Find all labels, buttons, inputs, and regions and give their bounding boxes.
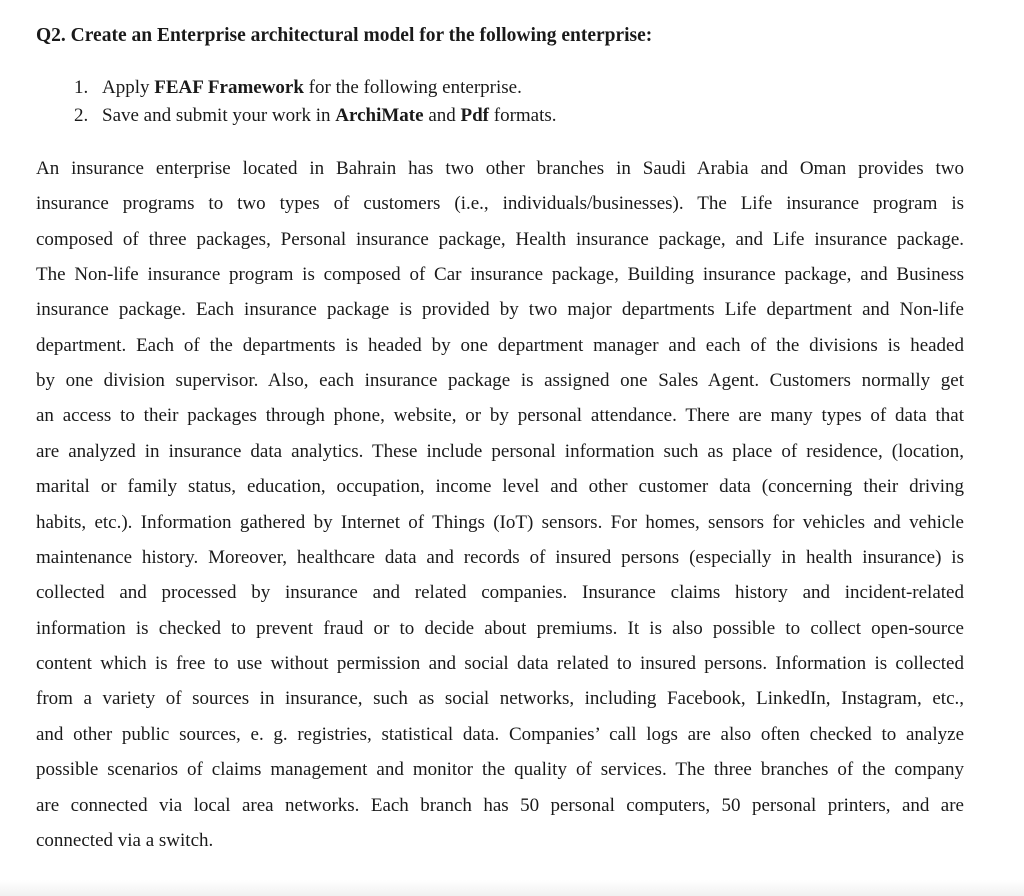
task-number: 1. [74, 77, 89, 98]
paragraph-line: and other public sources, e. g. registries, statistical data. Companies’ call logs are also often checked to analyze [36, 724, 964, 745]
paragraph-line: marital or family status, education, occupation, income level and other customer data (concerning their driving [36, 476, 964, 497]
paragraph-line: from a variety of sources in insurance, such as social networks, including Facebook, LinkedIn, Instagram, etc., [36, 688, 964, 709]
paragraph-line: insurance package. Each insurance package is provided by two major departments Life department and Non-life [36, 299, 964, 320]
task-emphasis: ArchiMate [335, 105, 424, 126]
paragraph-line: content which is free to use without permission and social data related to insured persons. Information is collected [36, 653, 964, 674]
paragraph-line: An insurance enterprise located in Bahrain has two other branches in Saudi Arabia and Oman provides two [36, 158, 964, 179]
paragraph-line: are connected via local area networks. Each branch has 50 personal computers, 50 personal printers, and are [36, 795, 964, 816]
task-number: 2. [74, 105, 89, 126]
task-text: formats. [489, 105, 557, 126]
paragraph-line: information is checked to prevent fraud or to decide about premiums. It is also possible to collect open-source [36, 618, 964, 639]
task-text: Save and submit your work in [102, 105, 336, 126]
paragraph-line: department. Each of the departments is headed by one department manager and each of the divisions is headed [36, 335, 964, 356]
task-text: Apply [102, 77, 155, 98]
paragraph-line: composed of three packages, Personal insurance package, Health insurance package, and Life insurance package. [36, 229, 964, 250]
task-item [74, 102, 557, 130]
task-list [74, 74, 557, 130]
paragraph-line: maintenance history. Moreover, healthcare data and records of insured persons (especially in health insurance) is [36, 547, 964, 568]
task-emphasis: FEAF Framework [154, 77, 304, 98]
paragraph-line: by one division supervisor. Also, each insurance package is assigned one Sales Agent. Customers normally get [36, 370, 964, 391]
task-emphasis: Pdf [460, 105, 489, 126]
task-text: and [423, 105, 461, 126]
paragraph-line: collected and processed by insurance and related companies. Insurance claims history and incident-related [36, 582, 964, 603]
task-text: for the following enterprise. [303, 77, 522, 98]
task-item [74, 74, 557, 102]
page-bottom-edge [0, 880, 1024, 896]
paragraph-line: insurance programs to two types of customers (i.e., individuals/businesses). The Life insurance program is [36, 193, 964, 214]
paragraph-line: possible scenarios of claims management and monitor the quality of services. The three branches of the company [36, 759, 964, 780]
paragraph-line: The Non-life insurance program is composed of Car insurance package, Building insurance package, and Business [36, 264, 964, 285]
paragraph-line: are analyzed in insurance data analytics. These include personal information such as place of residence, (location, [36, 441, 964, 462]
paragraph-line: habits, etc.). Information gathered by Internet of Things (IoT) sensors. For homes, sensors for vehicles and vehicle [36, 512, 964, 533]
paragraph-line: an access to their packages through phone, website, or by personal attendance. There are many types of data that [36, 405, 964, 426]
question-heading: Q2. Create an Enterprise architectural model for the following enterprise: [36, 25, 653, 46]
paragraph-line: connected via a switch. [36, 830, 214, 851]
